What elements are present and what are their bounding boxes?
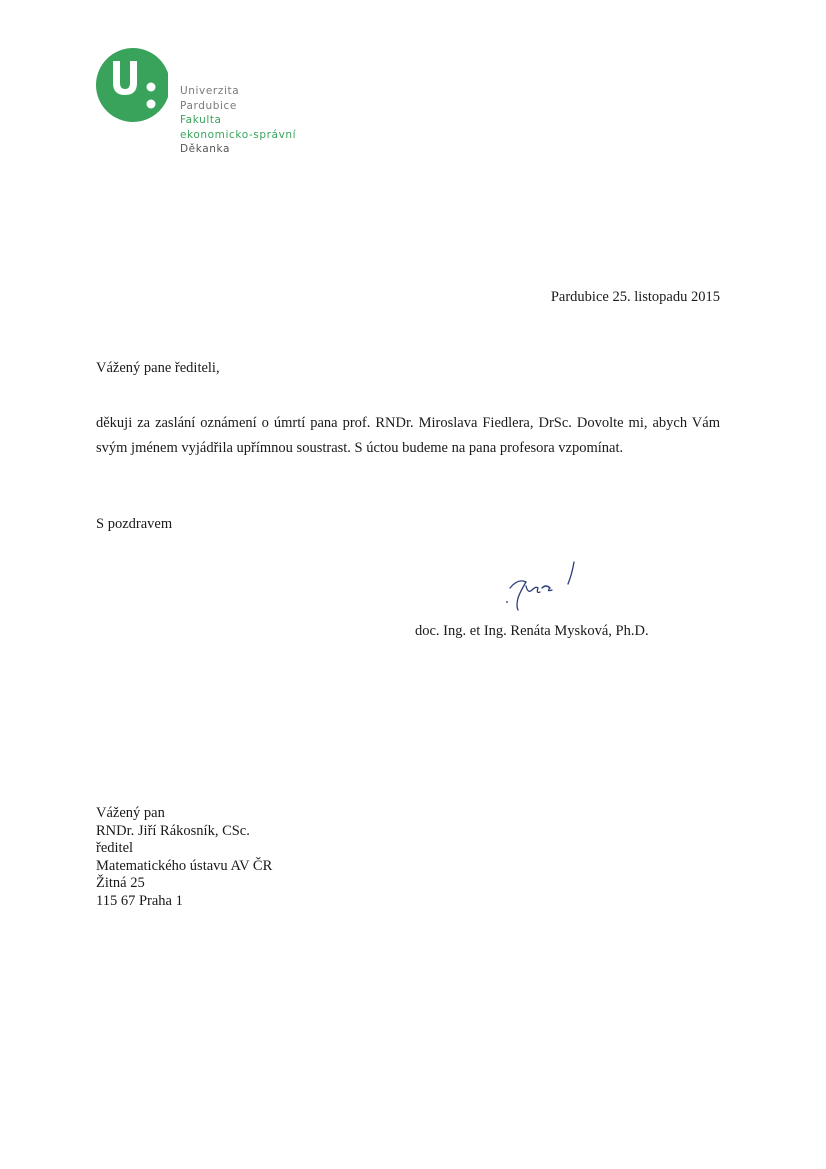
closing: S pozdravem — [96, 516, 173, 532]
signer-name: doc. Ing. et Ing. Renáta Mysková, Ph.D. — [415, 623, 649, 639]
address-line: ředitel — [96, 840, 134, 857]
letterhead-line-university: Univerzita — [180, 85, 240, 97]
address-line: Vážený pan — [96, 805, 165, 821]
letterhead-text — [180, 84, 296, 157]
university-logo — [96, 47, 336, 167]
letter-body: děkuji za zaslání oznámení o úmrtí pana prof. RNDr. Miroslava Fiedlera, DrSc. Dovolte mi, abych Vám svým jménem vyjádřila upřímnou soustrast. S úctou budeme na pana profesora vzpomínat. — [96, 415, 720, 456]
letterhead-line-faculty-name: ekonomicko-správní — [180, 128, 297, 141]
address-line: Žitná 25 — [96, 875, 145, 892]
handwritten-signature — [496, 558, 586, 619]
address-line: 115 67 Praha 1 — [96, 892, 183, 909]
address-line: Matematického ústavu AV ČR — [96, 857, 273, 874]
letter-date: Pardubice 25. listopadu 2015 — [550, 289, 720, 305]
letterhead-line-office: Děkanka — [180, 143, 231, 156]
logo-mark-icon — [96, 47, 168, 123]
letterhead-line-faculty: Fakulta — [180, 114, 222, 127]
letterhead-line-city: Pardubice — [180, 99, 237, 112]
recipient-address — [96, 805, 272, 911]
address-line: RNDr. Jiří Rákosník, CSc. — [96, 822, 250, 839]
salutation: Vážený pane řediteli, — [96, 360, 220, 376]
